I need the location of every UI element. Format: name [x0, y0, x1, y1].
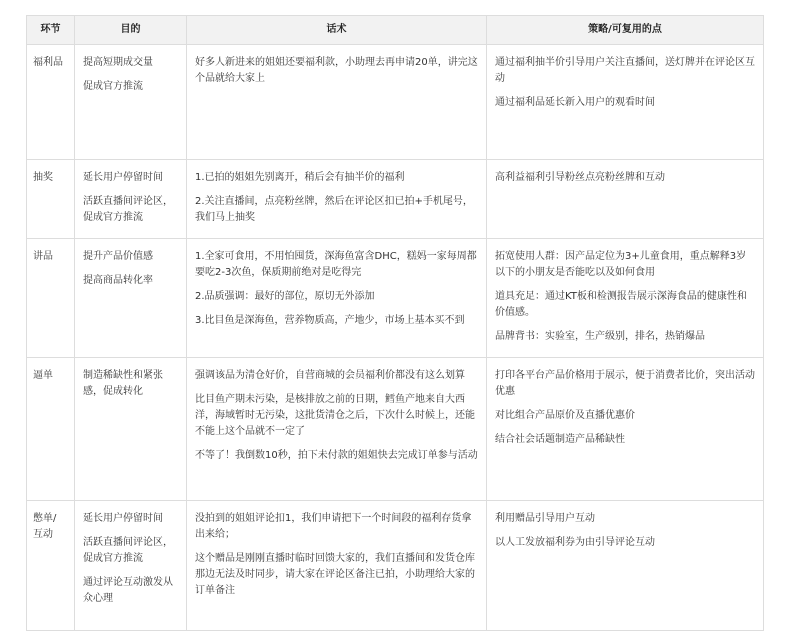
live-script-table	[26, 15, 764, 631]
stage-label: 讲品	[33, 251, 53, 262]
script-text: 2.关注直播间，点亮粉丝牌，然后在评论区扣已拍+手机尾号，我们马上抽奖	[195, 196, 473, 223]
script-cell	[187, 45, 487, 160]
strategy-text: 对比组合产品原价及直播优惠价	[495, 410, 635, 421]
strategy-text: 品牌背书：实验室，生产级别，排名，热销爆品	[495, 331, 705, 342]
script-text: 2.品质强调：最好的部位，原切无外添加	[195, 291, 375, 302]
strategy-text: 通过福利抽半价引导用户关注直播间，送灯牌并在评论区互动	[495, 57, 755, 84]
script-text: 这个赠品是刚刚直播时临时回馈大家的，我们直播间和发货仓库那边无法及时同步，请大家在评论区备注已拍，小助理给大家的订单备注	[195, 553, 475, 596]
strategy-cell	[487, 501, 764, 631]
stage-label: 逼单	[33, 370, 53, 381]
script-cell	[187, 358, 487, 501]
stage-cell	[27, 160, 75, 239]
goal-cell	[75, 501, 187, 631]
goal-text: 制造稀缺性和紧张感，促成转化	[83, 370, 163, 397]
header-goal: 目的	[75, 16, 187, 45]
strategy-text: 拓宽使用人群：因产品定位为3+儿童食用，重点解释3岁以下的小朋友是否能吃以及如何食用	[495, 251, 747, 278]
strategy-text: 以人工发放福利券为由引导评论互动	[495, 537, 655, 548]
table-row	[27, 501, 764, 631]
stage-label: 互动	[33, 529, 53, 540]
script-text: 好多人新进来的姐姐还要福利款，小助理去再申请20单，讲完这个品就给大家上	[195, 57, 478, 84]
script-text: 1.全家可食用，不用怕囤货，深海鱼富含DHC，糕妈一家每周都要吃2-3次鱼，保质期前绝对是吃得完	[195, 251, 477, 278]
strategy-text: 道具充足：通过KT板和检测报告展示深海食品的健康性和价值感。	[495, 291, 747, 318]
script-cell	[187, 239, 487, 358]
stage-cell	[27, 239, 75, 358]
script-text: 不等了！我倒数10秒，拍下未付款的姐姐快去完成订单参与活动	[195, 450, 478, 461]
strategy-cell	[487, 358, 764, 501]
header-row	[27, 16, 764, 45]
strategy-text: 通过福利品延长新入用户的观看时间	[495, 97, 655, 108]
header-script: 话术	[187, 16, 487, 45]
strategy-cell	[487, 45, 764, 160]
script-cell	[187, 501, 487, 631]
stage-cell	[27, 501, 75, 631]
script-text: 1.已拍的姐姐先别离开，稍后会有抽半价的福利	[195, 172, 405, 183]
table-row	[27, 239, 764, 358]
table-row	[27, 160, 764, 239]
goal-cell	[75, 239, 187, 358]
goal-text: 提升产品价值感	[83, 251, 153, 262]
script-cell	[187, 160, 487, 239]
strategy-text: 打印各平台产品价格用于展示，便于消费者比价，突出活动优惠	[495, 370, 755, 397]
goal-cell	[75, 358, 187, 501]
goal-text: 延长用户停留时间	[83, 513, 163, 524]
strategy-cell	[487, 239, 764, 358]
goal-text: 促成官方推流	[83, 81, 143, 92]
goal-text: 通过评论互动激发从众心理	[83, 577, 173, 604]
goal-text: 延长用户停留时间	[83, 172, 163, 183]
table-row	[27, 358, 764, 501]
stage-cell	[27, 358, 75, 501]
goal-cell	[75, 45, 187, 160]
header-stage: 环节	[27, 16, 75, 45]
goal-cell	[75, 160, 187, 239]
stage-label: 憋单/	[33, 513, 57, 524]
stage-label: 抽奖	[33, 172, 53, 183]
script-text: 没拍到的姐姐评论扣1，我们申请把下一个时间段的福利存货拿出来给；	[195, 513, 472, 540]
goal-text: 提高商品转化率	[83, 275, 153, 286]
stage-label: 福利品	[33, 57, 63, 68]
script-text: 强调该品为清仓好价，自营商城的会员福利价都没有这么划算	[195, 370, 465, 381]
strategy-text: 高利益福利引导粉丝点亮粉丝牌和互动	[495, 172, 665, 183]
goal-text: 活跃直播间评论区，促成官方推流	[83, 196, 173, 223]
goal-text: 提高短期成交量	[83, 57, 153, 68]
goal-text: 活跃直播间评论区，促成官方推流	[83, 537, 173, 564]
table-row	[27, 45, 764, 160]
strategy-text: 结合社会话题制造产品稀缺性	[495, 434, 625, 445]
script-text: 3.比目鱼是深海鱼，营养物质高，产地少，市场上基本买不到	[195, 315, 465, 326]
strategy-cell	[487, 160, 764, 239]
stage-cell	[27, 45, 75, 160]
header-strategy: 策略/可复用的点	[487, 16, 764, 45]
script-text: 比目鱼产期未污染，是核排放之前的日期，鳕鱼产地来自大西洋，海域暂时无污染，这批货清仓之后，下次什么时候上，还能不能上这个品就不一定了	[195, 394, 475, 437]
strategy-text: 利用赠品引导用户互动	[495, 513, 595, 524]
